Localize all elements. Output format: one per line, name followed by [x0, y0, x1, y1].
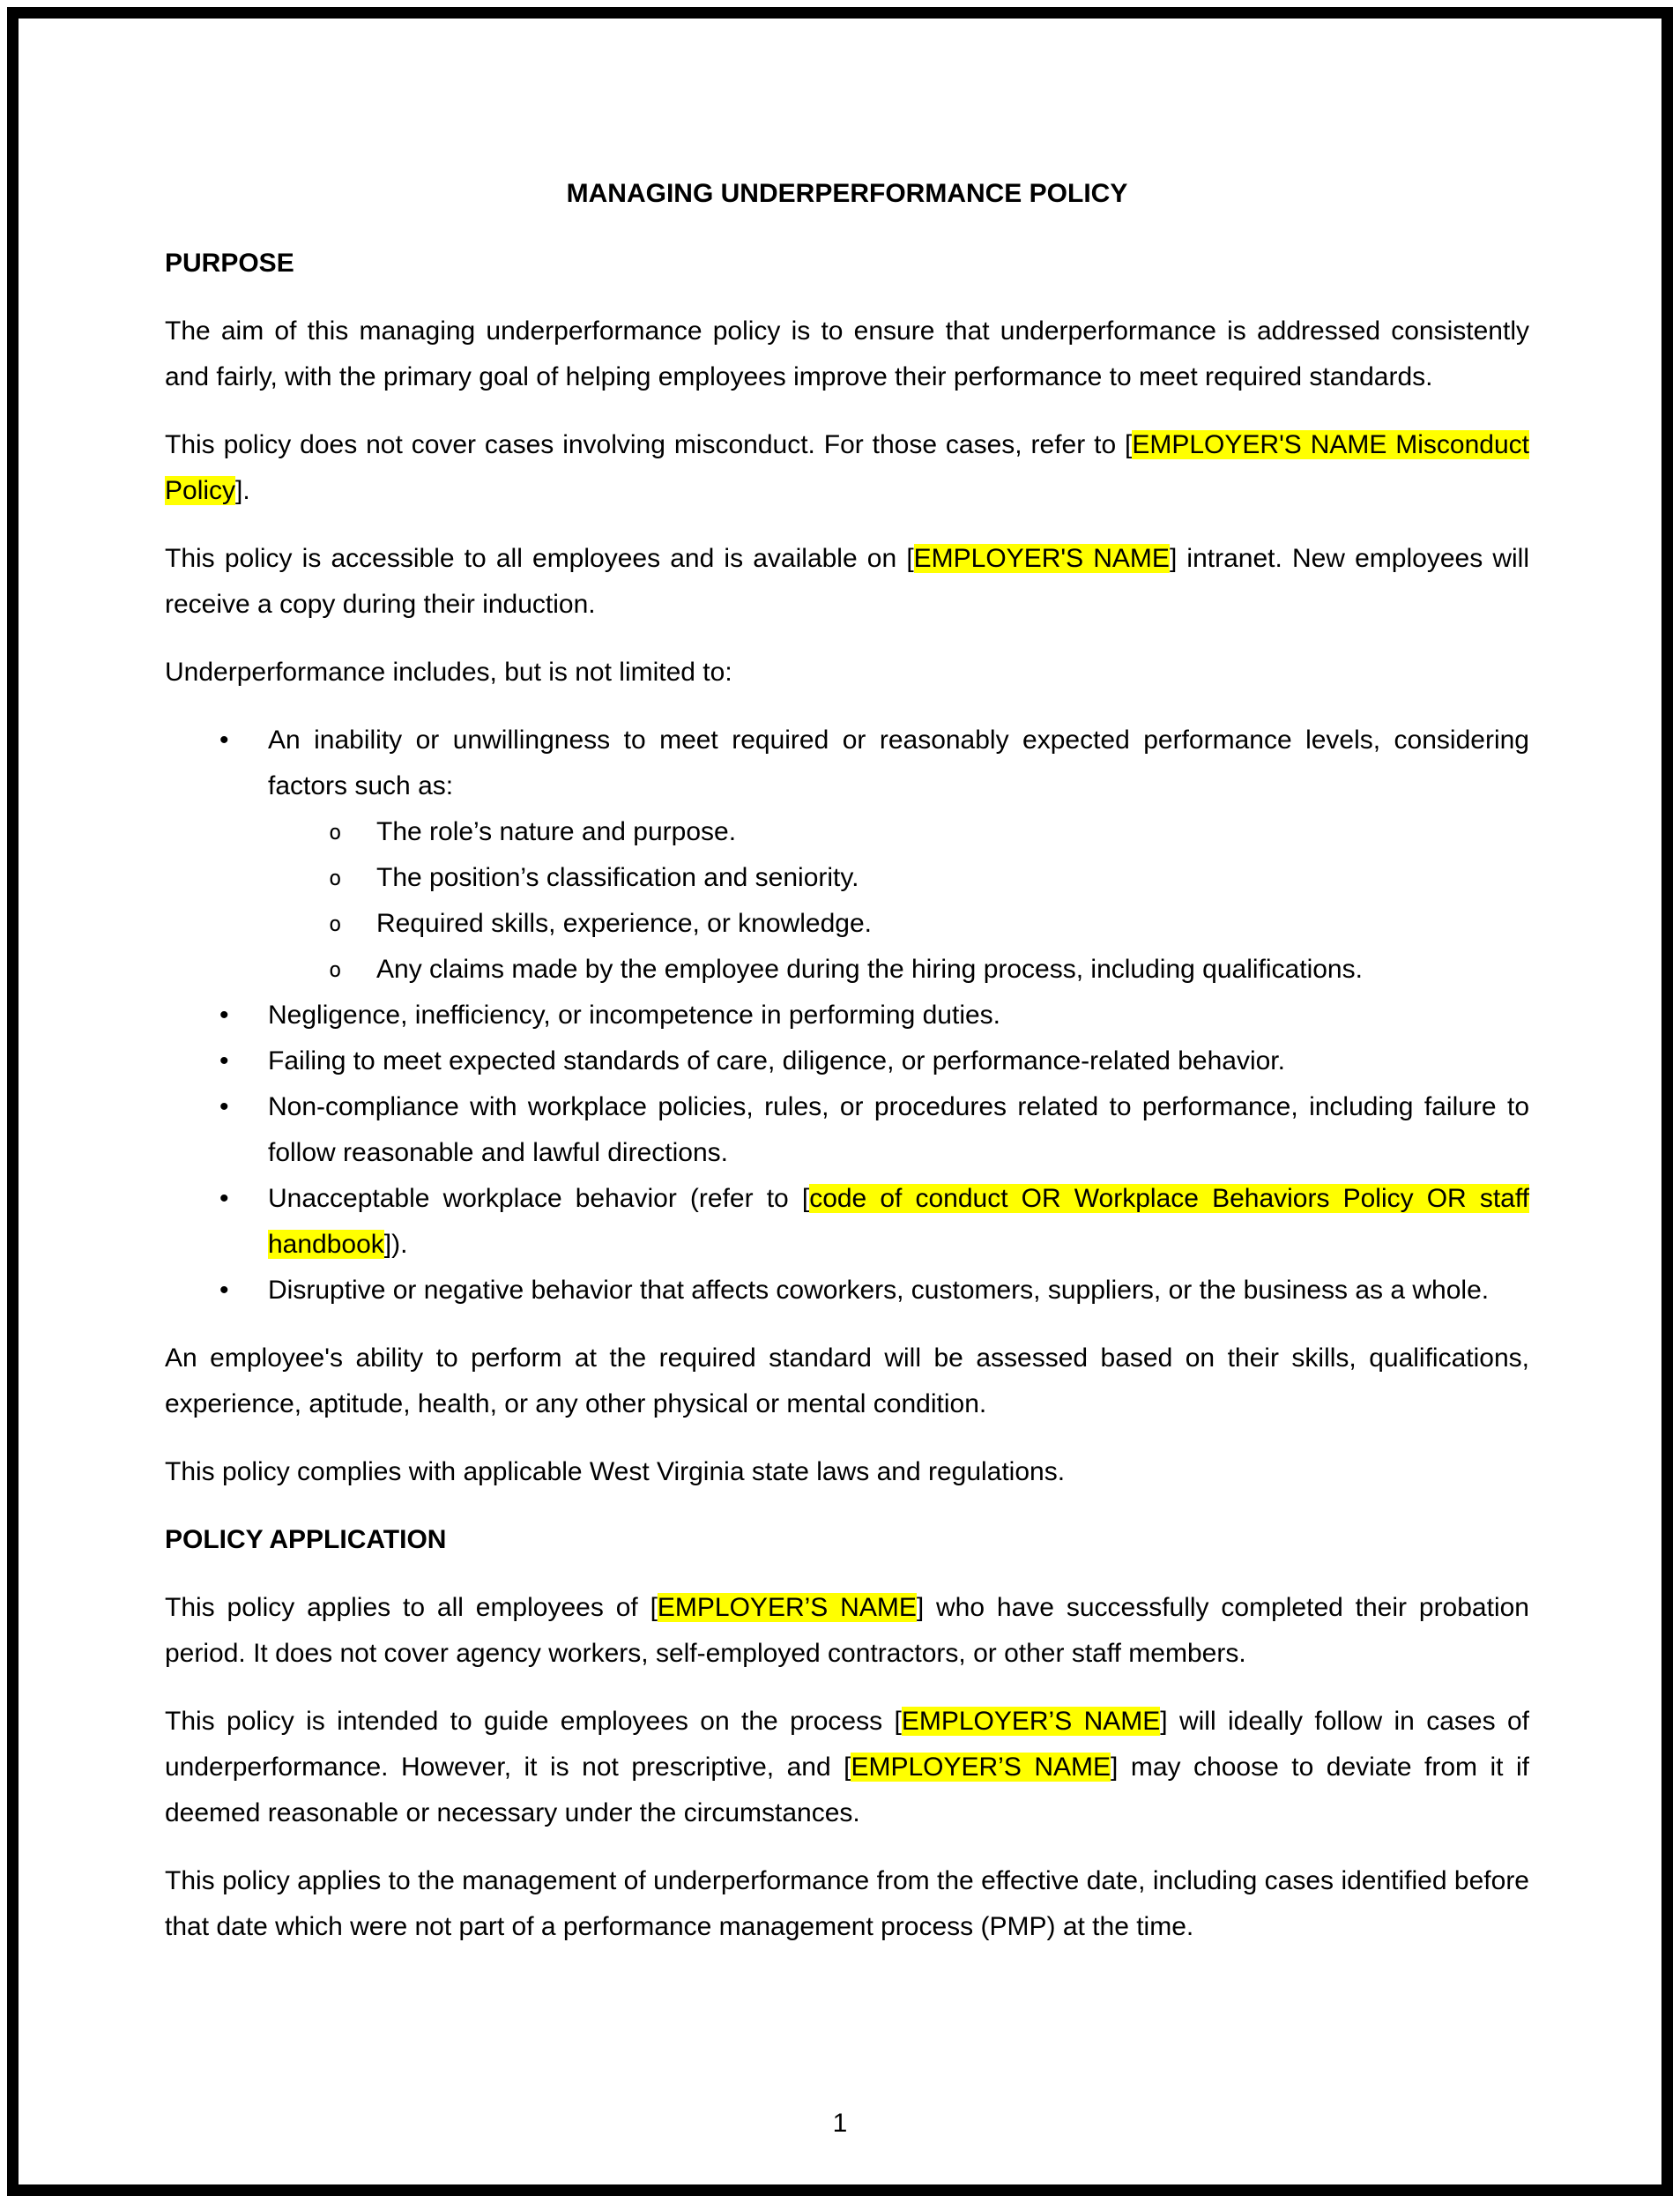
- highlighted-placeholder-text: EMPLOYER’S NAME: [657, 1593, 917, 1622]
- document-title: MANAGING UNDERPERFORMANCE POLICY: [566, 179, 1128, 208]
- text-run: This policy is accessible to all employees and is available on [: [165, 544, 914, 573]
- list-item-negligence: [165, 993, 1529, 1038]
- text-run: This policy is intended to guide employees on the process [: [165, 1707, 902, 1736]
- text-run: This policy applies to all employees of [: [165, 1593, 658, 1622]
- text-run: ] intranet. New employees will receive a copy during their induction.: [165, 544, 1530, 619]
- text-run: Underperformance includes, but is not limited to:: [165, 658, 732, 687]
- text-run: ] will ideally follow in cases of underperformance. However, it is not prescriptive, and [: [165, 1707, 1529, 1782]
- highlighted-placeholder-text: EMPLOYER’S NAME: [901, 1707, 1161, 1736]
- text-run: Disruptive or negative behavior that affects coworkers, customers, suppliers, or the business as a whole.: [268, 1276, 1490, 1305]
- document-content: [165, 171, 1529, 1972]
- text-run: An employee's ability to perform at the required standard will be assessed based on their skills, qualifications, experience, aptitude, health, or any other physical or mental condition.: [165, 1343, 1529, 1418]
- text-run: The aim of this managing underperformance policy is to ensure that underperformance is addressed consistently and fairly, with the primary goal of helping employees improve their performance to meet required standards.: [165, 316, 1529, 391]
- paragraph-application-scope: [165, 1585, 1529, 1677]
- list-subitem-role-nature: [165, 809, 1529, 855]
- text-run: The role’s nature and purpose.: [376, 817, 737, 846]
- list-item-inability: [165, 718, 1529, 809]
- section-heading-purpose: PURPOSE: [165, 249, 294, 278]
- paragraph-underperformance-intro: [165, 650, 1529, 696]
- paragraph-purpose-misconduct: [165, 422, 1529, 514]
- underperformance-list: [165, 718, 1529, 1314]
- paragraph-application-effective-date: [165, 1858, 1529, 1950]
- section-heading-policy-application: POLICY APPLICATION: [165, 1525, 447, 1554]
- list-item-unacceptable-behavior: [165, 1176, 1529, 1268]
- paragraph-purpose-accessibility: [165, 536, 1529, 628]
- paragraph-assessment-basis: [165, 1336, 1529, 1427]
- text-run: Non-compliance with workplace policies, rules, or procedures related to performance, including failure to follow reasonable and lawful directions.: [268, 1092, 1529, 1167]
- text-run: This policy complies with applicable West Virginia state laws and regulations.: [165, 1457, 1066, 1486]
- text-run: This policy applies to the management of underperformance from the effective date, including cases identified before that date which were not part of a performance management process (PMP) at the time.: [165, 1866, 1529, 1941]
- list-subitem-position-classification: [165, 855, 1529, 901]
- paragraph-state-law-compliance: [165, 1449, 1529, 1495]
- text-run: This policy does not cover cases involving misconduct. For those cases, refer to [: [165, 430, 1133, 459]
- highlighted-placeholder-text: EMPLOYER'S NAME: [913, 544, 1170, 573]
- text-run: Required skills, experience, or knowledge.: [376, 909, 872, 938]
- text-run: ].: [235, 476, 250, 505]
- highlighted-placeholder-text: EMPLOYER'S NAME Misconduct Policy: [165, 430, 1529, 505]
- text-run: An inability or unwillingness to meet required or reasonably expected performance levels, considering factors such as:: [268, 726, 1529, 800]
- text-run: The position’s classification and seniority.: [376, 863, 859, 892]
- page-number: 1: [832, 2109, 848, 2138]
- list-item-non-compliance: [165, 1084, 1529, 1176]
- text-run: Failing to meet expected standards of care, diligence, or performance-related behavior.: [268, 1046, 1285, 1075]
- list-item-failing-standards: [165, 1038, 1529, 1084]
- paragraph-application-guidance: [165, 1699, 1529, 1836]
- paragraph-purpose-aim: [165, 309, 1529, 400]
- text-run: Negligence, inefficiency, or incompetence in performing duties.: [268, 1001, 1001, 1030]
- list-subitem-required-skills: [165, 901, 1529, 947]
- highlighted-placeholder-text: EMPLOYER’S NAME: [851, 1753, 1111, 1782]
- text-run: Any claims made by the employee during the hiring process, including qualifications.: [376, 955, 1363, 984]
- text-run: ]).: [383, 1230, 408, 1259]
- list-item-disruptive-behavior: [165, 1268, 1529, 1314]
- list-subitem-hiring-claims: [165, 947, 1529, 993]
- text-run: ] may choose to deviate from it if deemed reasonable or necessary under the circumstances.: [165, 1753, 1529, 1827]
- highlighted-placeholder-text: code of conduct OR Workplace Behaviors Policy OR staff handbook: [268, 1184, 1529, 1259]
- text-run: ] who have successfully completed their probation period. It does not cover agency workers, self-employed contractors, or other staff members.: [165, 1593, 1529, 1668]
- text-run: Unacceptable workplace behavior (refer to [: [268, 1184, 810, 1213]
